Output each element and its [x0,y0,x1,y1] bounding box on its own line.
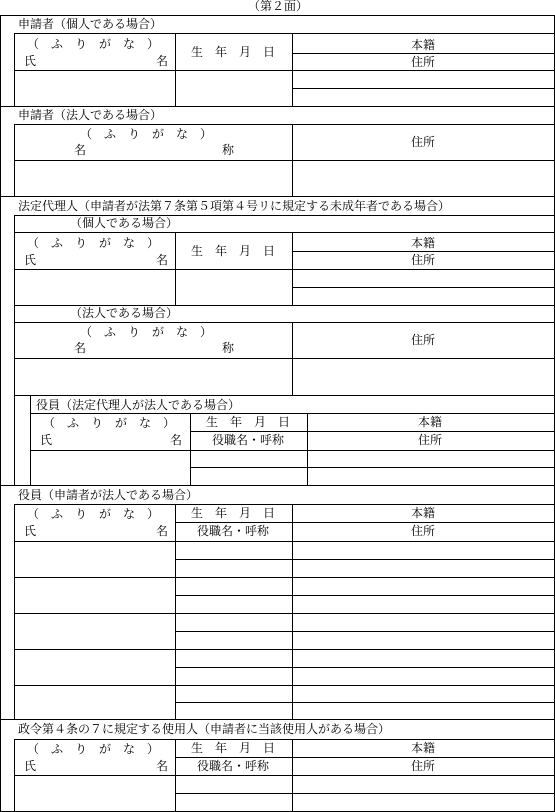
subsection-title-corporation: （法人である場合） [70,306,179,320]
rule [30,450,555,451]
rule [175,702,555,703]
rule [0,485,555,486]
birthdate-label: 生 年 月 日 [205,415,291,429]
rule [14,70,555,71]
rule [14,775,555,776]
rule [14,577,555,578]
rule [292,53,555,54]
honseki-label: 本籍 [417,415,443,429]
sho-label: 称 [222,341,235,355]
shi-label: 氏 [40,433,53,447]
mei-label: 名 [170,433,183,447]
rule [175,595,555,596]
rule [175,504,176,719]
section-title-employees: 政令第４条の７に規定する使用人（申請者に当該使用人がある場合） [18,722,391,736]
section-title-applicant-officers: 役員（申請者が法人である場合） [18,488,199,502]
rule [0,196,555,197]
birthdate-label: 生 年 月 日 [190,741,276,755]
sho-label: 称 [222,143,235,157]
address-label: 住所 [410,135,436,149]
rule [292,88,555,89]
rule [14,33,555,34]
furigana-label: （ ふ り が な ） [27,37,160,51]
subsection-title-individual: （個人である場合） [70,216,179,230]
furigana-label: （ ふ り が な ） [27,507,160,521]
rule [14,269,555,270]
shi-label: 氏 [24,759,37,773]
rule [175,667,555,668]
subsection-title-officers: 役員（法定代理人が法人である場合） [36,398,241,412]
furigana-label: （ ふ り が な ） [27,236,160,250]
birthdate-label: 生 年 月 日 [190,506,276,520]
mei-label: 名 [156,759,169,773]
shi-label: 氏 [24,524,37,538]
address-label: 住所 [417,433,443,447]
position-label: 役職名・呼称 [211,433,285,447]
rule [307,413,308,485]
furigana-label: （ ふ り が な ） [80,325,213,339]
rule [14,124,555,125]
rule [14,215,15,485]
rule [292,251,555,252]
rule [175,757,555,758]
rule [0,15,555,16]
honseki-label: 本籍 [410,236,436,250]
mei-label: 名 [156,54,169,68]
furigana-label: （ ふ り が な ） [80,127,213,141]
honseki-label: 本籍 [410,506,436,520]
rule [14,649,555,650]
mei-label: 名 [156,253,169,267]
rule [14,739,555,740]
rule [14,541,555,542]
rule [175,522,555,523]
rule [0,106,555,107]
rule [14,160,555,161]
rule [14,395,555,396]
honseki-label: 本籍 [410,741,436,755]
address-label: 住所 [410,333,436,347]
position-label: 役職名・呼称 [196,524,270,538]
birthdate-label: 生 年 月 日 [190,244,276,258]
page-label: （第２面） [247,0,309,13]
rule [30,395,31,485]
furigana-label: （ ふ り が な ） [27,742,160,756]
address-label: 住所 [410,759,436,773]
birthdate-label: 生 年 月 日 [190,45,276,59]
furigana-label: （ ふ り が な ） [43,416,176,430]
rule [14,504,555,505]
rule [175,793,555,794]
honseki-label: 本籍 [410,38,436,52]
rule [0,719,555,720]
rule [190,467,555,468]
address-label: 住所 [410,253,436,267]
rule [0,15,1,812]
shi-label: 氏 [24,54,37,68]
address-label: 住所 [410,55,436,69]
rule [292,504,293,719]
mei-label: 名 [156,524,169,538]
rule [14,358,555,359]
rule [14,322,555,323]
section-title-applicant-individual: 申請者（個人である場合） [18,17,163,31]
na-label: 名 [74,143,87,157]
position-label: 役職名・呼称 [196,759,270,773]
rule [175,559,555,560]
rule [14,504,15,719]
section-title-applicant-corporation: 申請者（法人である場合） [18,108,163,122]
shi-label: 氏 [24,253,37,267]
rule [190,431,555,432]
na-label: 名 [74,341,87,355]
section-title-legal-representative: 法定代理人（申請者が法第７条第５項第４号リに規定する未成年者である場合） [18,199,451,213]
rule [14,232,555,233]
rule [30,413,555,414]
rule [190,413,191,485]
rule [292,287,555,288]
rule [14,613,555,614]
rule [175,631,555,632]
address-label: 住所 [410,524,436,538]
rule [14,685,555,686]
